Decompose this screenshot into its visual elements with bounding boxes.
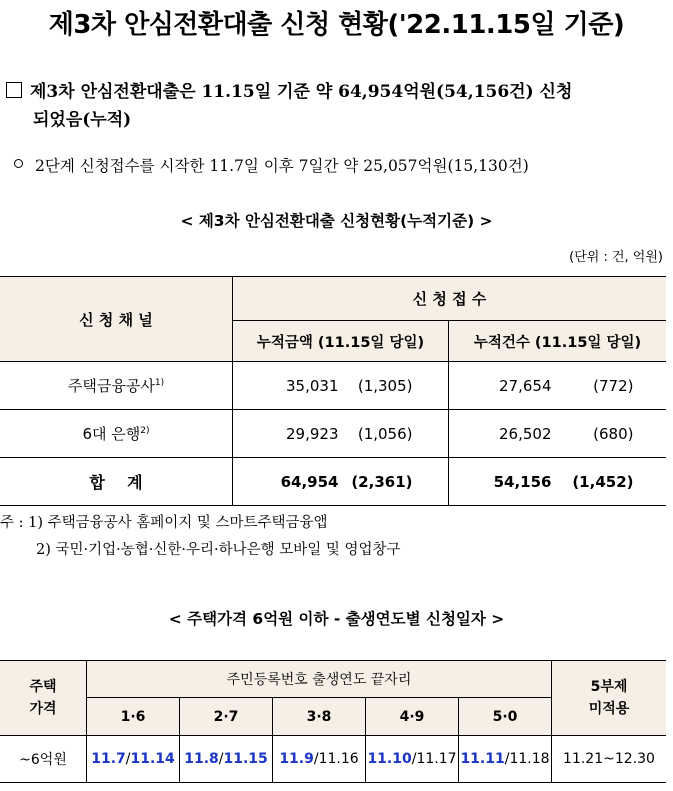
- header-birth-digit: 주민등록번호 출생연도 끝자리: [87, 661, 552, 698]
- row-label: 6대 은행$^{2)}$: [0, 410, 233, 458]
- total-row: [0, 458, 666, 506]
- table-row: [0, 362, 666, 410]
- date-cell: 11.7/11.14: [87, 736, 180, 783]
- application-status-table: [0, 276, 666, 506]
- summary-bullet: [6, 78, 668, 134]
- header-no-rotation: 5부제 미적용: [552, 661, 667, 736]
- schedule-table: [0, 660, 666, 783]
- row-label: 주택금융공사$^{1)}$: [0, 362, 233, 410]
- table2-caption: < 주택가격 6억원 이하 - 출생연도별 신청일자 >: [168, 610, 505, 628]
- header-channel: 신 청 채 널: [0, 277, 233, 362]
- amount-cell: 35,031 (1,305): [233, 362, 449, 410]
- no-rotation-value: 11.21~12.30: [552, 736, 667, 783]
- header-count: 누적건수 (11.15일 당일): [449, 321, 667, 362]
- total-count-cell: 54,156 (1,452): [449, 458, 667, 506]
- sub-bullet-text: 2단계 신청접수를 시작한 11.7일 이후 7일간 약 25,057억원(15,130건): [35, 157, 529, 175]
- total-label: 합 계: [0, 458, 233, 506]
- footnote-1: 주 : 1) 주택금융공사 홈페이지 및 스마트주택금융앱: [0, 515, 328, 531]
- count-cell: 26,502 (680): [449, 410, 667, 458]
- digit-header: 4·9: [366, 698, 459, 736]
- footnotes: [0, 510, 401, 564]
- page-title: 제3차 안심전환대출 신청 현황('22.11.15일 기준): [48, 10, 625, 40]
- amount-cell: 29,923 (1,056): [233, 410, 449, 458]
- table-row: [0, 736, 666, 783]
- header-amount: 누적금액 (11.15일 당일): [233, 321, 449, 362]
- date-cell: 11.9/11.16: [273, 736, 366, 783]
- digit-header: 5·0: [459, 698, 552, 736]
- date-cell: 11.8/11.15: [180, 736, 273, 783]
- digit-header: 2·7: [180, 698, 273, 736]
- square-bullet-icon: [6, 82, 22, 98]
- circle-bullet-icon: [14, 159, 23, 168]
- sub-bullet: [14, 155, 670, 177]
- summary-line-2: 되었음(누적): [33, 110, 132, 130]
- summary-line-1: 제3차 안심전환대출은 11.15일 기준 약 64,954억원(54,156건) 신청: [30, 82, 573, 102]
- footnote-2: 2) 국민·기업·농협·신한·우리·하나은행 모바일 및 영업창구: [36, 542, 401, 558]
- table-row: [0, 410, 666, 458]
- table1-caption: < 제3차 안심전환대출 신청현황(누적기준) >: [180, 212, 493, 230]
- header-application: 신 청 접 수: [233, 277, 667, 321]
- date-cell: 11.11/11.18: [459, 736, 552, 783]
- digit-header: 1·6: [87, 698, 180, 736]
- table1-unit: (단위 : 건, 억원): [569, 250, 663, 265]
- header-price: 주택 가격: [0, 661, 87, 736]
- total-amount-cell: 64,954 (2,361): [233, 458, 449, 506]
- price-label: ~6억원: [0, 736, 87, 783]
- digit-header: 3·8: [273, 698, 366, 736]
- count-cell: 27,654 (772): [449, 362, 667, 410]
- date-cell: 11.10/11.17: [366, 736, 459, 783]
